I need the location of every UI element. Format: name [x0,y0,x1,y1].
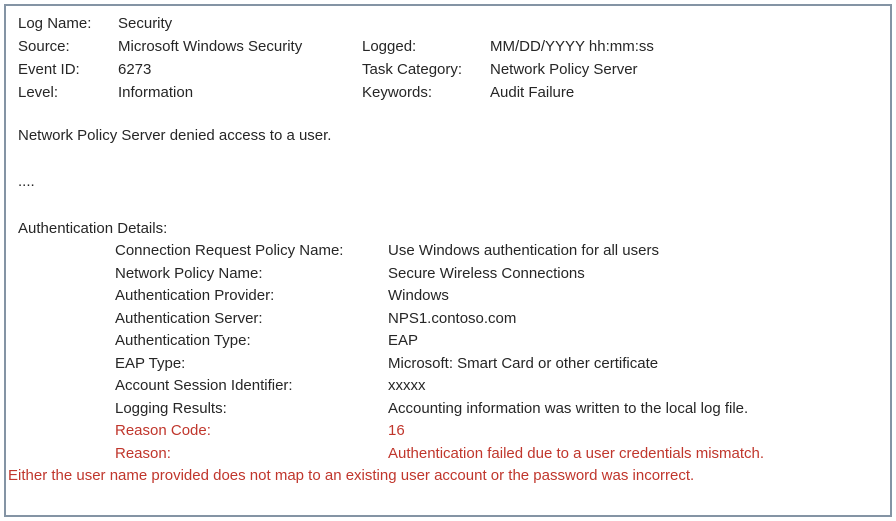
authentication-details-heading: Authentication Details: [18,220,168,237]
task-category-label: Task Category: [362,61,463,78]
detail-row-connection-request-policy-name [115,240,878,263]
level-value: Information [118,84,194,101]
detail-row-account-session-identifier [115,375,878,398]
log-name-label: Log Name: [18,15,92,32]
network-policy-name-value: Secure Wireless Connections [388,264,585,282]
logging-results-value: Accounting information was written to the local log file. [388,399,749,417]
reason-label: Reason: [115,444,171,462]
level-label: Level: [18,84,59,101]
source-value: Microsoft Windows Security [118,38,303,55]
header-spacer [362,12,490,35]
account-session-identifier-label: Account Session Identifier: [115,377,293,394]
event-id-value: 6273 [118,61,152,78]
connection-request-policy-name-value: Use Windows authentication for all users [388,242,659,259]
task-category-value: Network Policy Server [490,61,638,78]
authentication-type-value: EAP [388,332,419,349]
reason-code-value: 16 [388,422,405,439]
logging-results-label: Logging Results: [115,399,227,417]
event-header [18,12,878,104]
omitted-content-ellipsis: .... [18,173,35,190]
authentication-type-label: Authentication Type: [115,332,251,349]
reason-code-label: Reason Code: [115,422,211,439]
event-id-label: Event ID: [18,61,80,78]
logged-label: Logged: [362,38,417,55]
log-name-value: Security [118,15,173,32]
detail-row-reason-code [115,420,878,443]
detail-row-authentication-server [115,308,878,331]
eap-type-label: EAP Type: [115,354,186,372]
authentication-server-label: Authentication Server: [115,309,263,327]
authentication-provider-label: Authentication Provider: [115,287,275,304]
connection-request-policy-name-label: Connection Request Policy Name: [115,242,344,259]
detail-row-eap-type [115,353,878,376]
reason-value: Authentication failed due to a user credentials mismatch. [388,444,765,462]
event-description: Network Policy Server denied access to a user. [18,127,332,144]
source-label: Source: [18,38,70,55]
detail-row-network-policy-name [115,263,878,286]
header-spacer [490,12,878,35]
detail-row-logging-results [115,398,878,421]
authentication-server-value: NPS1.contoso.com [388,309,517,327]
authentication-details-list [115,240,878,465]
event-log-panel [4,4,892,517]
keywords-value: Audit Failure [490,84,575,101]
keywords-label: Keywords: [362,84,433,101]
logged-value: MM/DD/YYYY hh:mm:ss [490,38,654,55]
detail-row-authentication-provider [115,285,878,308]
eap-type-value: Microsoft: Smart Card or other certificate [388,354,659,372]
authentication-provider-value: Windows [388,287,449,304]
detail-row-reason [115,443,878,466]
account-session-identifier-value: xxxxx [388,377,426,394]
detail-row-authentication-type [115,330,878,353]
reason-explanation-text: Either the user name provided does not map to an existing user account or the password was incorrect. [8,467,695,484]
network-policy-name-label: Network Policy Name: [115,264,263,282]
